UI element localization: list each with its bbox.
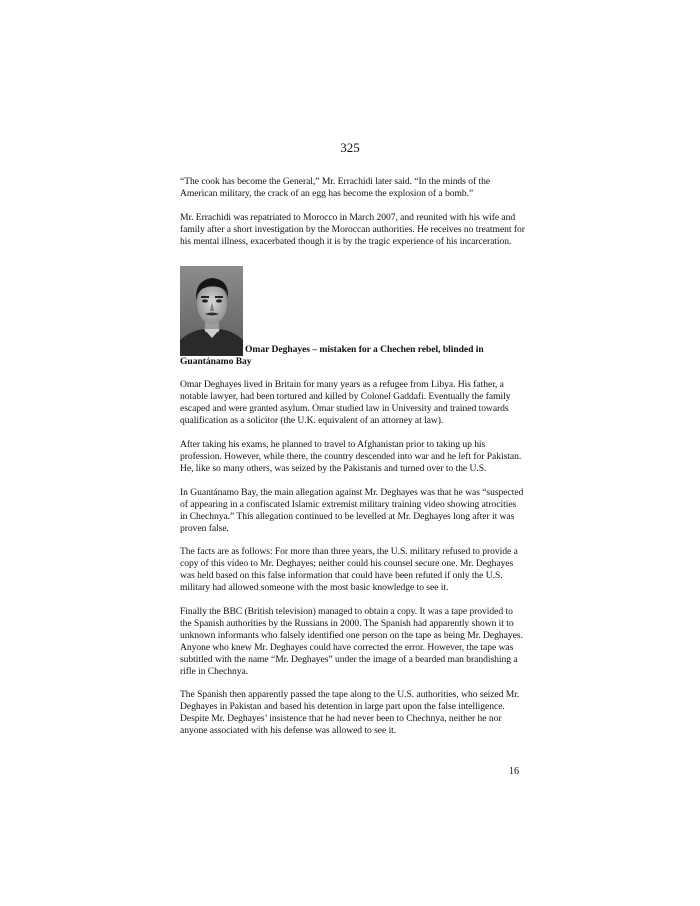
page-number-top: 325 bbox=[340, 140, 360, 155]
paragraph: The facts are as follows: For more than three years, the U.S. military refused to provide a copy of this video to Mr. Deghayes; neither could his counsel secure one. Mr. Deghayes was held based on this false information that could have been refuted if only the U.S. military had allowed someone with the most basic knowledge to see it. bbox=[180, 546, 518, 594]
section-heading-block bbox=[180, 266, 525, 356]
paragraph: The Spanish then apparently passed the tape along to the U.S. authorities, who seized Mr. Deghayes in Pakistan and based his detention in large part upon the false intelligence. Despite Mr. Deghayes’ insistence that he had never been to Chechnya, neither he nor anyone associated with his defense was allowed to see it. bbox=[180, 689, 520, 737]
paragraph: In Guantánamo Bay, the main allegation against Mr. Deghayes was that he was “suspected of appearing in a confiscated Islamic extremist military training video showing atrocities in Chechnya.” This allegation continued to be levelled at Mr. Deghayes long after it was proven false. bbox=[180, 486, 524, 534]
paragraph: Finally the BBC (British television) managed to obtain a copy. It was a tape provided to the Spanish authorities by the Russians in 2000. The Spanish had apparently shown it to unknown informants who falsely identified one person on the tape as being Mr. Deghayes. Anyone who knew Mr. Deghayes could have corrected the error. However, the tape was subtitled with the name “Mr. Deghayes” under the image of a bearded man brandishing a rifle in Chechnya. bbox=[180, 606, 523, 677]
section-heading-continued: Guantánamo Bay bbox=[180, 355, 252, 367]
page-content bbox=[180, 176, 525, 749]
paragraph: After taking his exams, he planned to travel to Afghanistan prior to taking up his profession. However, while there, the country descended into war and he left for Pakistan. He, like so many others, was seized by the Pakistanis and turned over to the U.S. bbox=[180, 439, 522, 474]
portrait-photo-icon bbox=[180, 266, 243, 356]
paragraph: “The cook has become the General,” Mr. Errachidi later said. “In the minds of the American military, the crack of an egg has become the explosion of a bomb.” bbox=[180, 176, 491, 199]
paragraph: Mr. Errachidi was repatriated to Morocco in March 2007, and reunited with his wife and family after a short investigation by the Moroccan authorities. He receives no treatment for his mental illness, exacerbated though it is by the tragic experience of his incarceration. bbox=[180, 211, 525, 247]
paragraph: Omar Deghayes lived in Britain for many years as a refugee from Libya. His father, a notable lawyer, had been tortured and killed by Colonel Gaddafi. Eventually the family escaped and were granted asylum. Omar studied law in University and trained towards qualification as a solicitor (the U.K. equivalent of an attorney at law). bbox=[180, 379, 511, 427]
page-number-bottom: 16 bbox=[509, 766, 519, 777]
section-heading: Omar Deghayes – mistaken for a Chechen rebel, blinded in bbox=[245, 343, 484, 355]
